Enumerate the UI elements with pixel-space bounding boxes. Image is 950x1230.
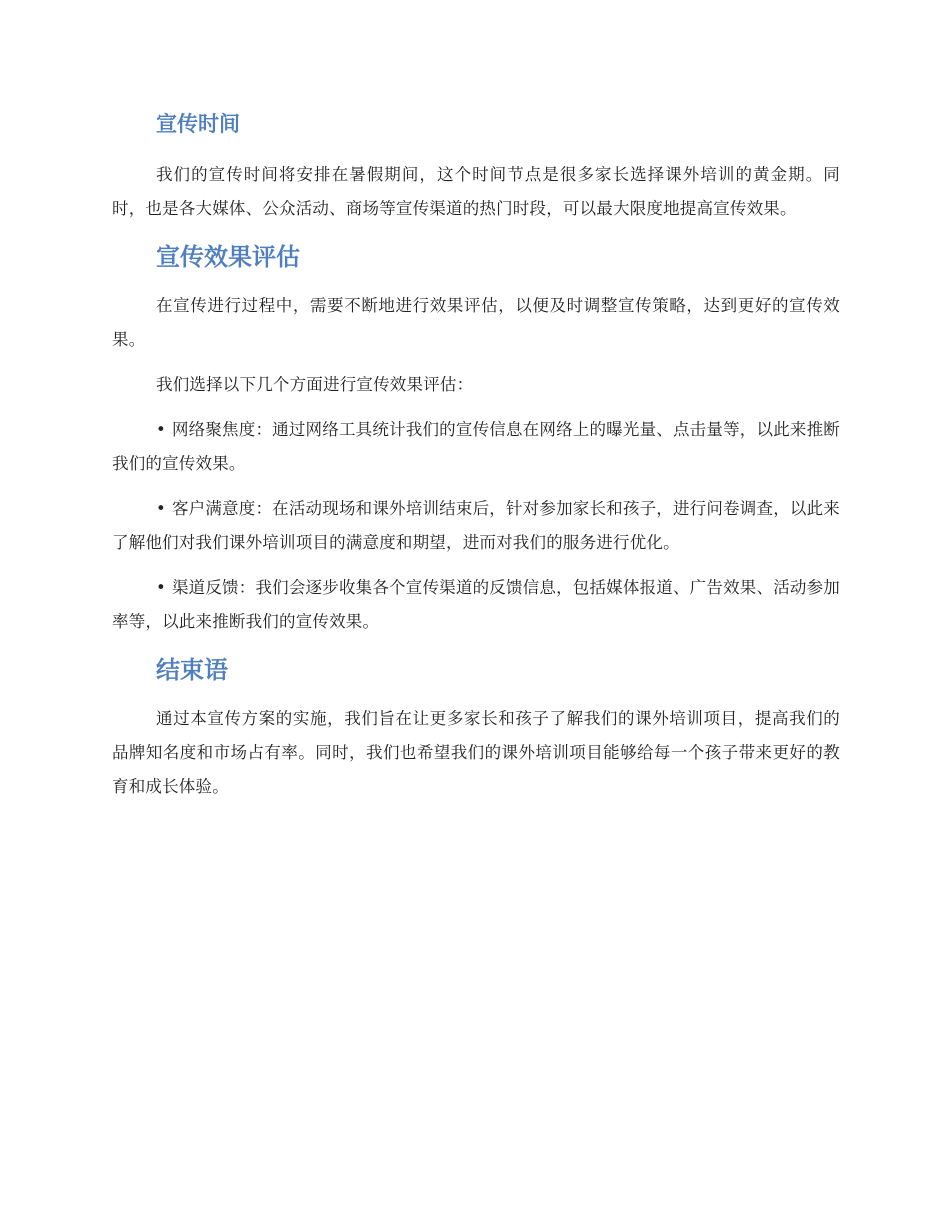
- paragraph: 我们的宣传时间将安排在暑假期间，这个时间节点是很多家长选择课外培训的黄金期。同时，也是各大媒体、公众活动、商场等宣传渠道的热门时段，可以最大限度地提高宣传效果。: [112, 165, 840, 218]
- section-heading-publicity-time: 宣传时间: [156, 112, 240, 136]
- bullet-text: 渠道反馈：我们会逐步收集各个宣传渠道的反馈信息，包括媒体报道、广告效果、活动参加率等，以此来推断我们的宣传效果。: [112, 578, 840, 631]
- section-heading-effect-evaluation: 宣传效果评估: [156, 243, 300, 271]
- paragraph: 在宣传进行过程中，需要不断地进行效果评估，以便及时调整宣传策略，达到更好的宣传效果。: [112, 296, 840, 349]
- bullet-text: 网络聚焦度：通过网络工具统计我们的宣传信息在网络上的曝光量、点击量等，以此来推断我们的宣传效果。: [112, 420, 840, 473]
- bullet-dot: •: [156, 578, 166, 597]
- bullet-item: [112, 413, 840, 481]
- bullet-dot: •: [156, 420, 166, 439]
- bullet-dot: •: [156, 499, 166, 518]
- bullet-text: 客户满意度：在活动现场和课外培训结束后，针对参加家长和孩子，进行问卷调查，以此来了解他们对我们课外培训项目的满意度和期望，进而对我们的服务进行优化。: [112, 499, 840, 552]
- document-page: [112, 104, 840, 815]
- bullet-item: [112, 492, 840, 560]
- paragraph: 我们选择以下几个方面进行宣传效果评估：: [156, 375, 474, 394]
- bullet-item: [112, 571, 840, 639]
- section-heading-conclusion: 结束语: [156, 656, 228, 684]
- paragraph: 通过本宣传方案的实施，我们旨在让更多家长和孩子了解我们的课外培训项目，提高我们的品牌知名度和市场占有率。同时，我们也希望我们的课外培训项目能够给每一个孩子带来更好的教育和成长体验。: [112, 709, 840, 796]
